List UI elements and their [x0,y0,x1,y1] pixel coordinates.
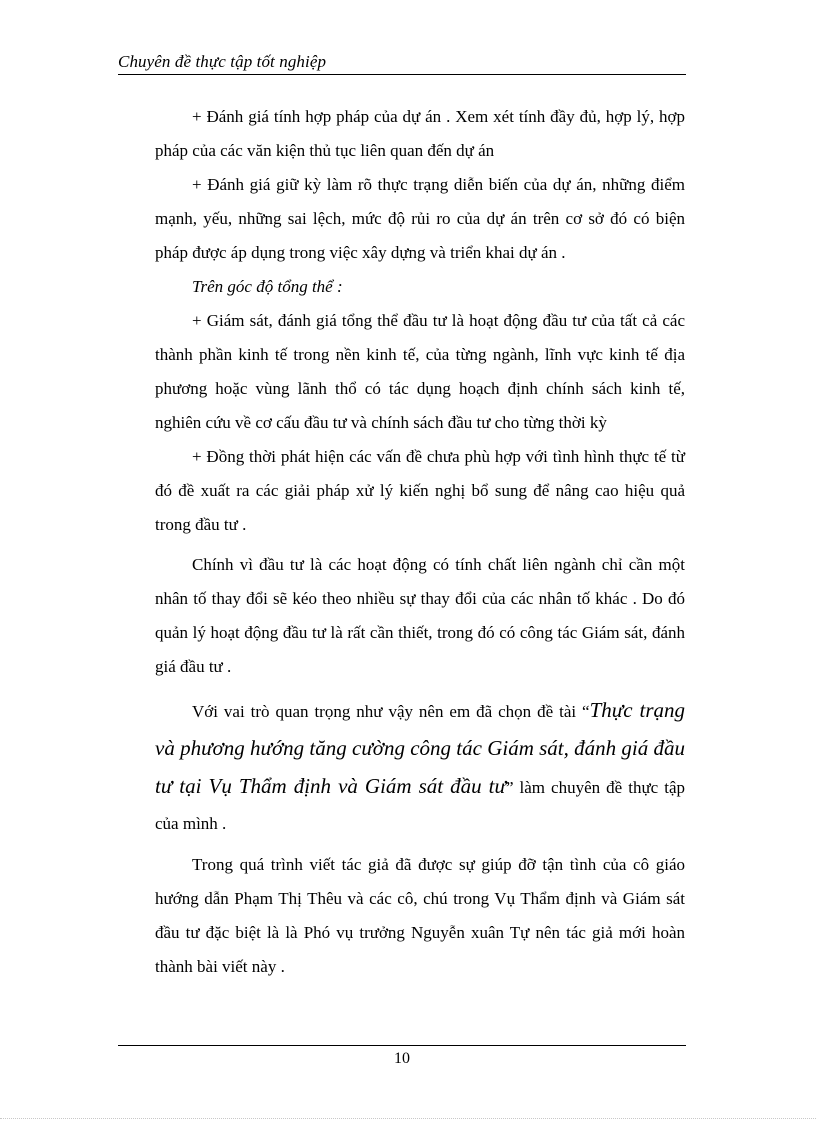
page-number: 10 [394,1050,410,1067]
paragraph-detect-issues: + Đồng thời phát hiện các vấn đề chưa phù hợp với tình hình thực tế từ đó đề xuất ra các giải pháp xử lý kiến nghị bổ sung để nâng cao hiệu quả trong đầu tư . [155,447,685,534]
document-title: Chuyên đề thực tập tốt nghiệp [118,52,327,71]
page-footer [118,1045,686,1068]
paragraph-topic-choice [155,692,685,842]
section-heading-overall: Trên góc độ tổng thể : [192,277,343,296]
paragraph-legality: + Đánh giá tính hợp pháp của dự án . Xem xét tính đầy đủ, hợp lý, hợp pháp của các văn kiện thủ tục liên quan đến dự án [155,107,685,160]
topic-intro-text: Với vai trò quan trọng như vậy nên em đã chọn đề tài “ [192,702,590,721]
topic-outro-text: ” làm chuyên đề thực tập của mình . [155,778,685,833]
thesis-topic-title: Thực trạng và phương hướng tăng cường công tác Giám sát, đánh giá đầu tư tại Vụ Thẩm định và Giám sát đầu tư [155,698,685,798]
paragraph-midterm-evaluation: + Đánh giá giữ kỳ làm rõ thực trạng diễn biến của dự án, những điểm mạnh, yếu, những sai lệch, mức độ rủi ro của dự án trên cơ sở đó có biện pháp được áp dụng trong việc xây dựng và triển khai dự án . [155,175,685,262]
page-header [118,52,686,75]
page-bottom-edge [0,1118,816,1119]
paragraph-acknowledgement: Trong quá trình viết tác giả đã được sự giúp đỡ tận tình của cô giáo hướng dẫn Phạm Thị Thêu và các cô, chú trong Vụ Thẩm định và Giám sát đầu tư đặc biệt là là Phó vụ trưởng Nguyễn xuân Tự nên tác giả mới hoàn thành bài viết này . [155,855,685,976]
document-body [155,100,685,984]
paragraph-interdisciplinary: Chính vì đầu tư là các hoạt động có tính chất liên ngành chỉ cần một nhân tố thay đổi sẽ kéo theo nhiều sự thay đổi của các nhân tố khác . Do đó quản lý hoạt động đầu tư là rất cần thiết, trong đó có công tác Giám sát, đánh giá đầu tư . [155,555,685,676]
paragraph-overall-monitoring: + Giám sát, đánh giá tổng thể đầu tư là hoạt động đầu tư của tất cả các thành phần kinh tế trong nền kinh tế, của từng ngành, lĩnh vực kinh tế địa phương hoặc vùng lãnh thổ có tác dụng hoạch định chính sách kinh tế, nghiên cứu về cơ cấu đầu tư và chính sách đầu tư cho từng thời kỳ [155,311,685,432]
